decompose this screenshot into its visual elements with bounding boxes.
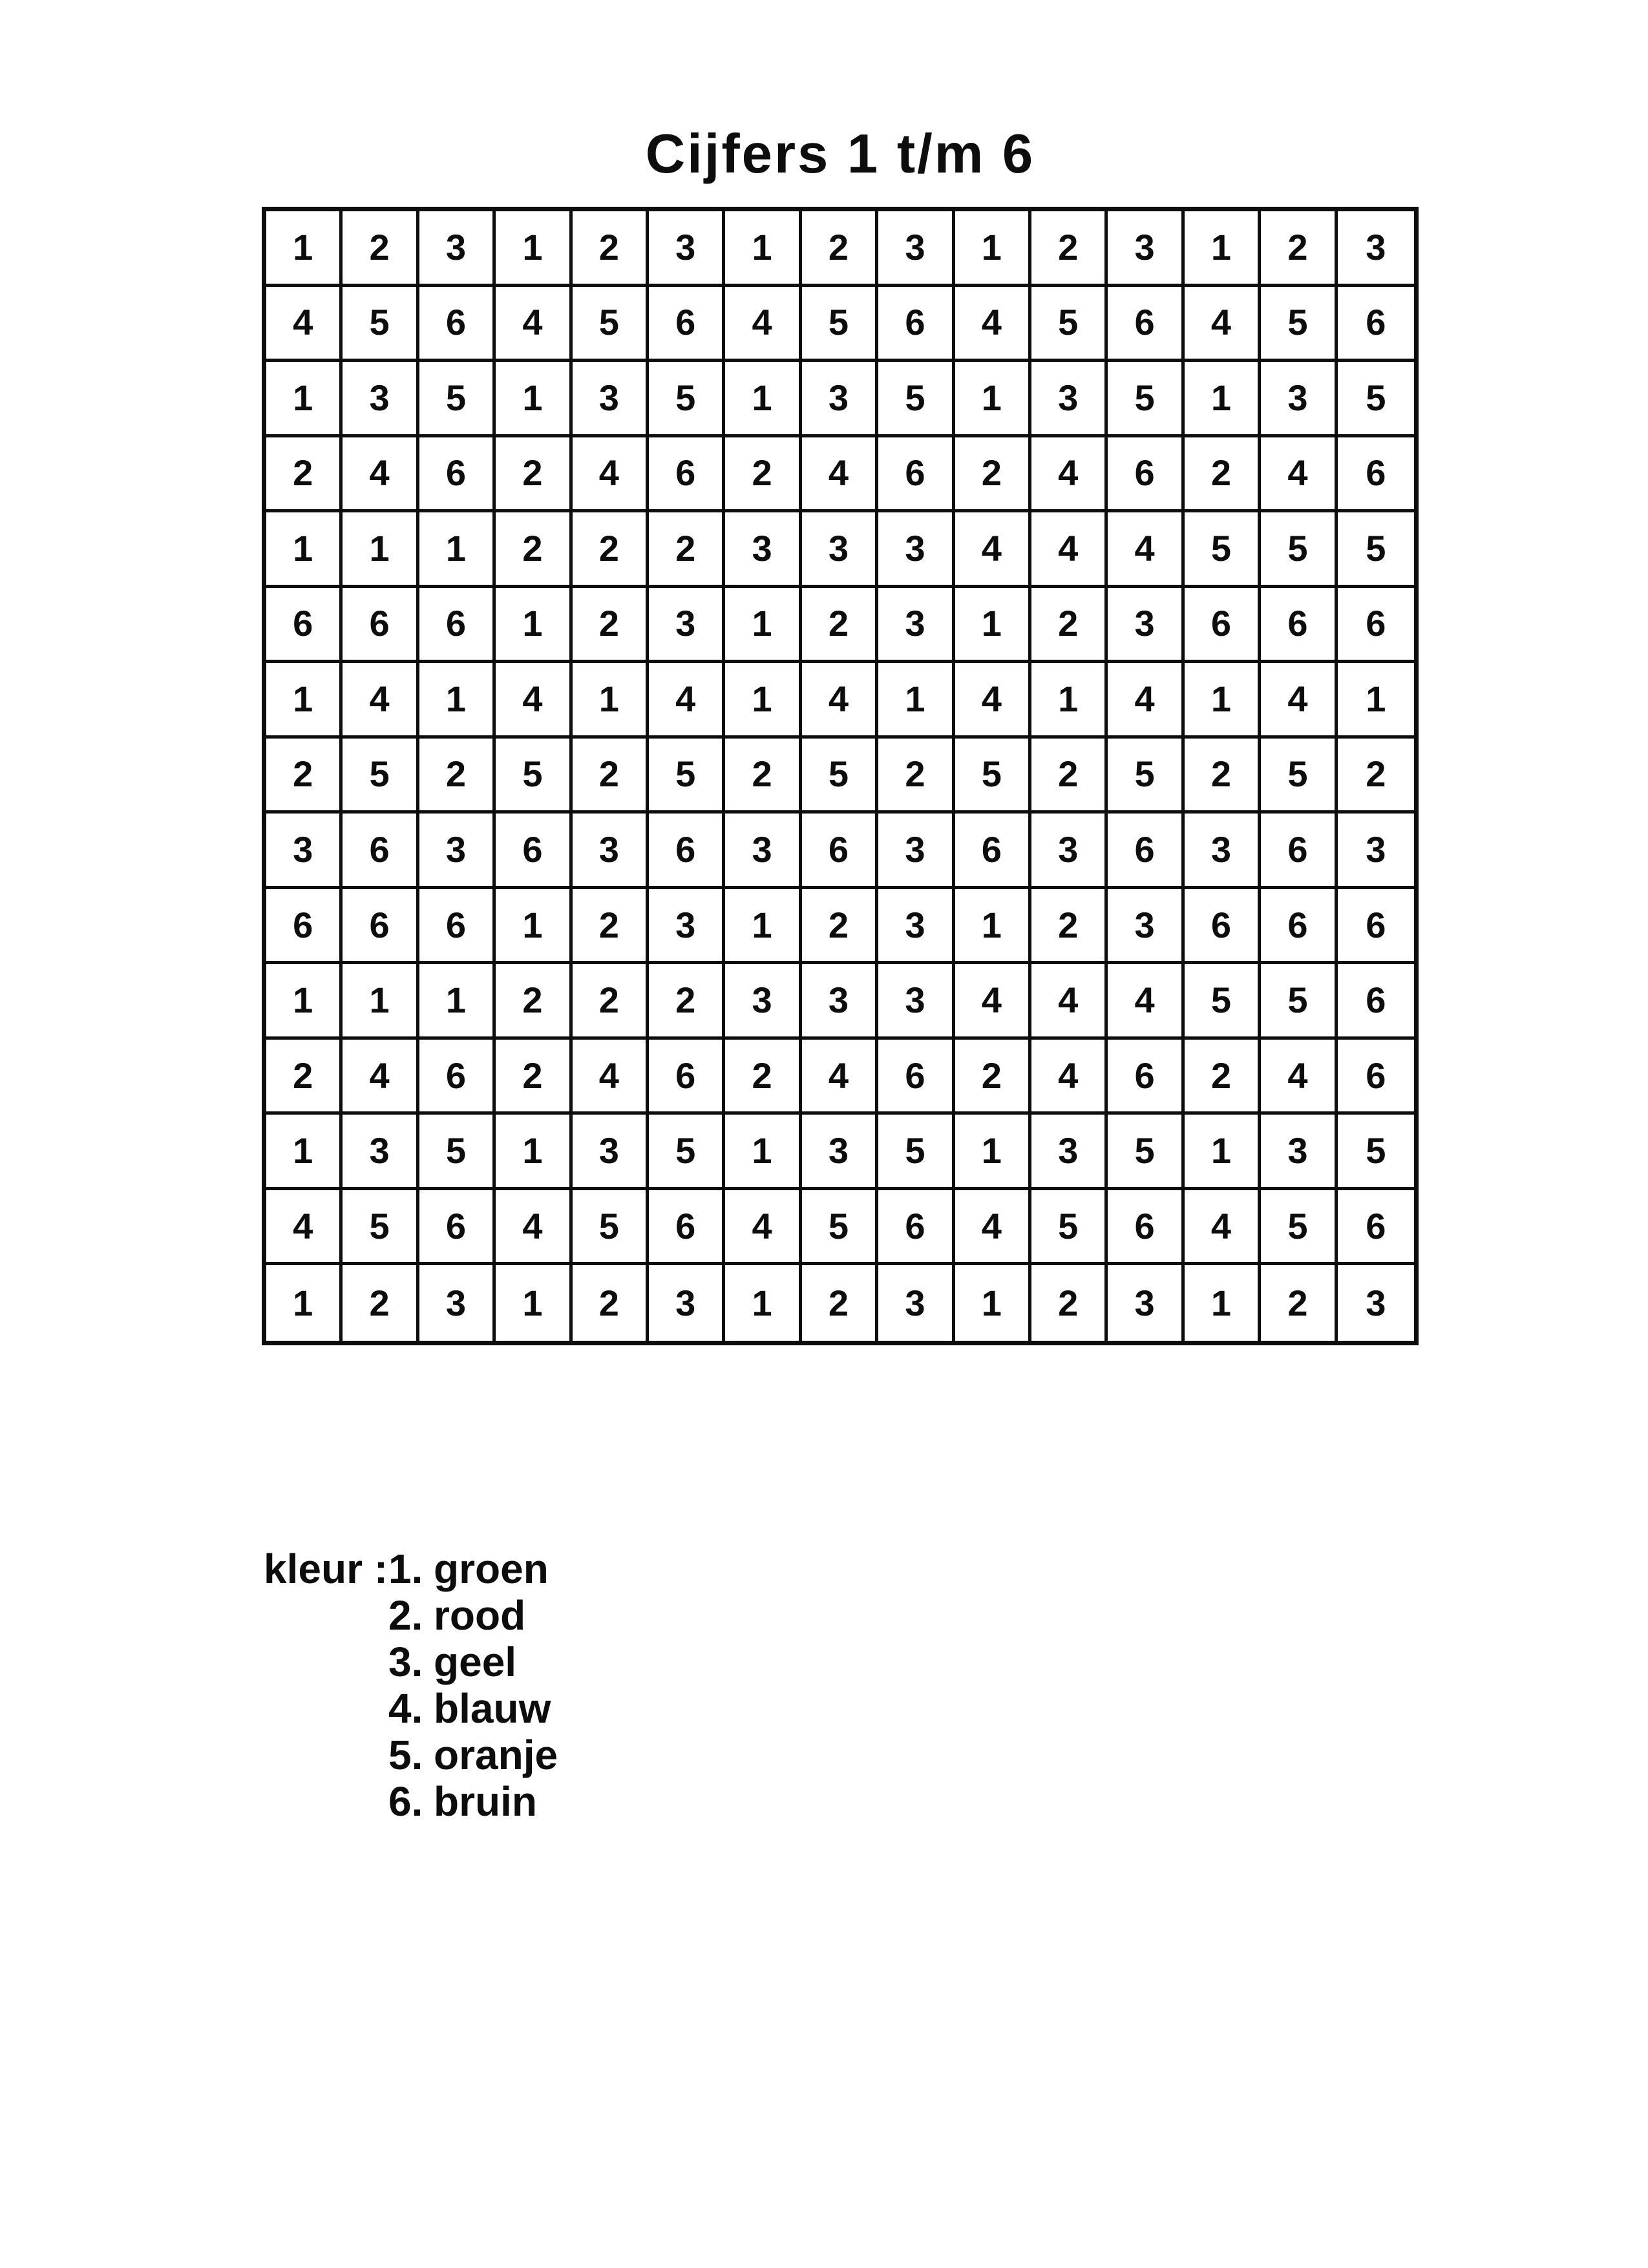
grid-cell: 3 — [649, 889, 725, 965]
legend-item — [388, 1732, 558, 1778]
grid-cell: 3 — [573, 814, 649, 889]
grid-cell: 6 — [1338, 588, 1414, 664]
grid-cell: 3 — [1185, 814, 1261, 889]
grid-cell: 2 — [802, 588, 878, 664]
grid-cell: 1 — [725, 1265, 801, 1341]
grid-cell: 5 — [1261, 1190, 1337, 1266]
grid-cell: 3 — [419, 1265, 496, 1341]
grid-cell: 4 — [649, 663, 725, 739]
grid-cell: 2 — [1185, 1040, 1261, 1115]
grid-cell: 6 — [649, 814, 725, 889]
grid-cell: 2 — [573, 1265, 649, 1341]
grid-cell: 4 — [573, 1040, 649, 1115]
legend-label: kleur : — [264, 1546, 388, 1592]
grid-cell: 3 — [1031, 1115, 1108, 1190]
grid-cell: 3 — [1366, 1282, 1386, 1323]
grid-cell: 3 — [878, 814, 955, 889]
grid-cell: 3 — [343, 362, 419, 437]
grid-cell: 2 — [802, 889, 878, 965]
grid-cell: 2 — [343, 1265, 419, 1341]
grid-cell: 6 — [1338, 1040, 1414, 1115]
grid-cell: 4 — [343, 437, 419, 513]
grid-cell: 2 — [955, 1040, 1031, 1115]
grid-cell: 3 — [802, 1115, 878, 1190]
grid-cell: 6 — [1338, 964, 1414, 1040]
grid-cell: 5 — [496, 739, 572, 814]
grid-cell: 4 — [1261, 437, 1337, 513]
grid-cell: 4 — [955, 964, 1031, 1040]
grid-cell: 1 — [725, 889, 801, 965]
grid-cell: 3 — [725, 964, 801, 1040]
grid-cell: 4 — [955, 663, 1031, 739]
grid-cell: 5 — [573, 287, 649, 362]
grid-cell: 3 — [266, 814, 343, 889]
grid-cell: 5 — [419, 1115, 496, 1190]
grid-cell: 1 — [343, 964, 419, 1040]
grid-cell: 1 — [266, 1115, 343, 1190]
grid-cell: 2 — [266, 739, 343, 814]
grid-cell: 4 — [343, 663, 419, 739]
grid-cell: 4 — [1031, 512, 1108, 588]
grid-cell: 2 — [266, 1040, 343, 1115]
grid-cell: 6 — [1261, 588, 1337, 664]
grid-cell: 4 — [266, 1190, 343, 1266]
grid-cell: 1 — [419, 512, 496, 588]
grid-cell: 1 — [1338, 663, 1414, 739]
grid-cell: 1 — [725, 1115, 801, 1190]
grid-cell: 3 — [1031, 814, 1108, 889]
grid-cell: 6 — [802, 814, 878, 889]
legend-item — [388, 1639, 558, 1685]
grid-cell: 4 — [573, 437, 649, 513]
grid-cell: 6 — [649, 1040, 725, 1115]
grid-cell: 5 — [1031, 1190, 1108, 1266]
grid-cell: 4 — [496, 287, 572, 362]
grid-cell: 2 — [802, 1265, 878, 1341]
grid-cell: 5 — [1185, 512, 1261, 588]
grid-cell: 2 — [1031, 1265, 1108, 1341]
grid-cell: 6 — [1108, 437, 1184, 513]
grid-cell: 3 — [1108, 1265, 1184, 1341]
grid-cell: 5 — [1108, 1115, 1184, 1190]
grid-cell: 4 — [1031, 1040, 1108, 1115]
legend-item — [388, 1546, 558, 1592]
grid-cell: 1 — [725, 588, 801, 664]
grid-cell: 3 — [1108, 588, 1184, 664]
grid-cell: 3 — [419, 211, 496, 287]
grid-cell: 6 — [878, 1040, 955, 1115]
grid-cell: 2 — [496, 512, 572, 588]
grid-cell: 6 — [343, 588, 419, 664]
grid-cell: 1 — [266, 1265, 343, 1341]
grid-cell: 2 — [573, 211, 649, 287]
grid-cell: 1 — [266, 362, 343, 437]
grid-cell: 6 — [1108, 1040, 1184, 1115]
legend-item-color: bruin — [434, 1778, 537, 1825]
grid-cell: 6 — [343, 814, 419, 889]
grid-cell: 2 — [1031, 588, 1108, 664]
grid-cell: 4 — [1108, 663, 1184, 739]
grid-cell: 4 — [955, 512, 1031, 588]
grid-cell: 6 — [1108, 1190, 1184, 1266]
grid-cell: 6 — [419, 437, 496, 513]
grid-cell: 1 — [266, 211, 343, 287]
grid-cell: 4 — [802, 437, 878, 513]
grid-cell: 2 — [1031, 211, 1108, 287]
grid-cell: 1 — [1185, 211, 1261, 287]
grid-cell: 1 — [266, 964, 343, 1040]
grid-cell: 5 — [1108, 739, 1184, 814]
grid-cell: 2 — [649, 964, 725, 1040]
grid-cell: 6 — [955, 814, 1031, 889]
grid-cell: 4 — [802, 663, 878, 739]
grid-cell: 6 — [649, 437, 725, 513]
grid-cell: 1 — [955, 362, 1031, 437]
grid-cell: 3 — [649, 211, 725, 287]
grid-cell: 2 — [573, 512, 649, 588]
grid-cell: 2 — [573, 739, 649, 814]
grid-cell: 4 — [1108, 964, 1184, 1040]
grid-cell: 2 — [496, 964, 572, 1040]
grid-cell: 6 — [649, 287, 725, 362]
grid-cell: 3 — [878, 588, 955, 664]
grid-cell: 6 — [1108, 287, 1184, 362]
grid-cell: 1 — [1185, 1265, 1261, 1341]
grid-cell: 1 — [955, 588, 1031, 664]
grid-cell: 5 — [343, 739, 419, 814]
grid-cell: 2 — [496, 437, 572, 513]
grid-cell: 5 — [343, 287, 419, 362]
grid-cell: 2 — [878, 739, 955, 814]
grid-cell: 4 — [955, 1190, 1031, 1266]
grid-cell: 2 — [725, 1040, 801, 1115]
grid-cell: 1 — [343, 512, 419, 588]
grid-cell: 5 — [649, 1115, 725, 1190]
grid-cell: 5 — [1031, 287, 1108, 362]
grid-cell: 4 — [1031, 964, 1108, 1040]
grid-cell: 6 — [496, 814, 572, 889]
grid-cell: 1 — [955, 1265, 1031, 1341]
grid-cell: 5 — [1185, 964, 1261, 1040]
grid-cell: 3 — [343, 1115, 419, 1190]
grid-cell: 6 — [266, 889, 343, 965]
grid-cell: 2 — [1185, 437, 1261, 513]
grid-cell: 5 — [1338, 362, 1414, 437]
grid-cell: 4 — [496, 1190, 572, 1266]
grid-cell: 1 — [1185, 1115, 1261, 1190]
grid-cell: 2 — [343, 211, 419, 287]
legend-items — [388, 1546, 558, 1825]
grid-cell: 1 — [496, 588, 572, 664]
legend-item-number: 4. — [388, 1685, 423, 1732]
grid-cell: 3 — [573, 362, 649, 437]
grid-cell: 6 — [1185, 889, 1261, 965]
grid-cell: 6 — [419, 889, 496, 965]
grid-cell: 3 — [802, 964, 878, 1040]
grid-cell: 3 — [1108, 889, 1184, 965]
grid-cell: 2 — [573, 889, 649, 965]
grid-cell: 4 — [1108, 512, 1184, 588]
grid-cell: 1 — [496, 1265, 572, 1341]
grid-cell: 2 — [266, 437, 343, 513]
grid-cell: 5 — [878, 1115, 955, 1190]
grid-cell: 4 — [266, 287, 343, 362]
grid-cell: 1 — [955, 211, 1031, 287]
grid-cell: 6 — [1261, 814, 1337, 889]
grid-cell: 2 — [1261, 1265, 1337, 1341]
grid-cell: 5 — [1261, 739, 1337, 814]
grid-cell: 1 — [496, 362, 572, 437]
grid-cell: 4 — [955, 287, 1031, 362]
grid-cell: 1 — [725, 211, 801, 287]
grid-cell: 6 — [878, 287, 955, 362]
grid-cell: 1 — [573, 663, 649, 739]
grid-cell: 5 — [955, 739, 1031, 814]
grid-cell: 2 — [649, 512, 725, 588]
grid-cell: 1 — [878, 663, 955, 739]
grid-cell: 1 — [496, 211, 572, 287]
grid-cell: 3 — [878, 211, 955, 287]
grid-cell: 4 — [725, 1190, 801, 1266]
grid-cell: 5 — [649, 362, 725, 437]
grid-cell: 3 — [725, 512, 801, 588]
grid-cell: 3 — [1108, 211, 1184, 287]
grid-cell: 3 — [1261, 1115, 1337, 1190]
legend-item — [388, 1778, 558, 1825]
legend-item-number: 2. — [388, 1592, 423, 1639]
legend-item-color: geel — [434, 1639, 517, 1685]
grid-cell: 1 — [496, 1115, 572, 1190]
legend-item-number: 3. — [388, 1639, 423, 1685]
grid-cell: 2 — [419, 739, 496, 814]
grid-cell: 3 — [419, 814, 496, 889]
grid-cell: 6 — [878, 1190, 955, 1266]
grid-cell: 1 — [1031, 663, 1108, 739]
grid-cell: 3 — [573, 1115, 649, 1190]
grid-cell: 2 — [573, 964, 649, 1040]
legend-item-color: oranje — [434, 1732, 558, 1778]
grid-cell: 3 — [802, 512, 878, 588]
grid-cell: 2 — [1261, 211, 1337, 287]
grid-cell: 5 — [343, 1190, 419, 1266]
grid-cell: 4 — [1261, 1040, 1337, 1115]
grid-cell: 1 — [955, 889, 1031, 965]
grid-cell: 6 — [419, 588, 496, 664]
legend-item-number: 6. — [388, 1778, 423, 1825]
legend-item-color: rood — [434, 1592, 526, 1639]
legend-item-color: groen — [434, 1546, 549, 1592]
grid-cell: 4 — [802, 1040, 878, 1115]
grid-cell: 5 — [1338, 1115, 1414, 1190]
grid-cell: 6 — [419, 1190, 496, 1266]
grid-cell: 3 — [649, 1265, 725, 1341]
grid-cell: 2 — [955, 437, 1031, 513]
grid-cell: 6 — [1185, 588, 1261, 664]
grid-cell: 2 — [1031, 739, 1108, 814]
grid-cell: 6 — [419, 287, 496, 362]
grid-cell: 4 — [1031, 437, 1108, 513]
grid-cell: 3 — [1261, 362, 1337, 437]
grid-cell: 6 — [878, 437, 955, 513]
grid-cell: 3 — [1031, 362, 1108, 437]
grid-cell: 6 — [1338, 1190, 1414, 1266]
number-grid — [262, 207, 1419, 1345]
grid-cell: 4 — [343, 1040, 419, 1115]
grid-cell: 5 — [802, 739, 878, 814]
grid-cell: 6 — [419, 1040, 496, 1115]
grid-cell: 1 — [419, 663, 496, 739]
legend-item-color: blauw — [434, 1685, 551, 1732]
page-title: Cijfers 1 t/m 6 — [645, 123, 1035, 185]
grid-cell: 4 — [496, 663, 572, 739]
grid-cell: 6 — [1261, 889, 1337, 965]
grid-cell: 1 — [725, 663, 801, 739]
grid-cell: 1 — [955, 1115, 1031, 1190]
grid-cell: 2 — [725, 739, 801, 814]
grid-cell: 5 — [419, 362, 496, 437]
legend-item-number: 5. — [388, 1732, 423, 1778]
grid-cell: 1 — [266, 663, 343, 739]
grid-cell: 5 — [878, 362, 955, 437]
grid-cell: 1 — [725, 362, 801, 437]
grid-cell: 6 — [343, 889, 419, 965]
grid-cell: 2 — [1338, 739, 1414, 814]
grid-cell: 1 — [419, 964, 496, 1040]
grid-cell: 3 — [878, 1265, 955, 1341]
legend-item — [388, 1685, 558, 1732]
grid-cell: 6 — [266, 588, 343, 664]
grid-cell: 6 — [1338, 437, 1414, 513]
grid-cell: 3 — [878, 964, 955, 1040]
grid-cell: 5 — [802, 1190, 878, 1266]
grid-cell: 3 — [878, 889, 955, 965]
grid-cell: 5 — [1261, 512, 1337, 588]
grid-cell: 6 — [1338, 287, 1414, 362]
grid-cell: 3 — [1338, 211, 1414, 287]
grid-cell: 5 — [573, 1190, 649, 1266]
grid-cell: 6 — [1338, 889, 1414, 965]
grid-cell: 5 — [1261, 964, 1337, 1040]
grid-cell: 1 — [1185, 362, 1261, 437]
grid-cell: 1 — [266, 512, 343, 588]
grid-cell: 4 — [725, 287, 801, 362]
legend-item — [388, 1592, 558, 1639]
legend-item-number: 1. — [388, 1546, 423, 1592]
grid-cell: 6 — [649, 1190, 725, 1266]
grid-cell: 2 — [1031, 889, 1108, 965]
grid-cell: 3 — [725, 814, 801, 889]
grid-cell: 6 — [1108, 814, 1184, 889]
grid-cell: 5 — [1261, 287, 1337, 362]
grid-cell: 5 — [649, 739, 725, 814]
grid-cell: 1 — [496, 889, 572, 965]
grid-cell: 4 — [1185, 287, 1261, 362]
grid-cell: 2 — [496, 1040, 572, 1115]
grid-cell: 5 — [802, 287, 878, 362]
grid-cell: 1 — [1185, 663, 1261, 739]
grid-cell: 3 — [1338, 814, 1414, 889]
grid-cell: 4 — [1261, 663, 1337, 739]
grid-cell: 5 — [1338, 512, 1414, 588]
grid-cell: 5 — [1108, 362, 1184, 437]
grid-cell: 2 — [802, 211, 878, 287]
grid-cell: 2 — [1185, 739, 1261, 814]
grid-cell: 3 — [878, 512, 955, 588]
grid-cell: 2 — [725, 437, 801, 513]
grid-cell: 2 — [573, 588, 649, 664]
grid-cell: 3 — [649, 588, 725, 664]
grid-cell: 4 — [1185, 1190, 1261, 1266]
grid-cell: 3 — [802, 362, 878, 437]
